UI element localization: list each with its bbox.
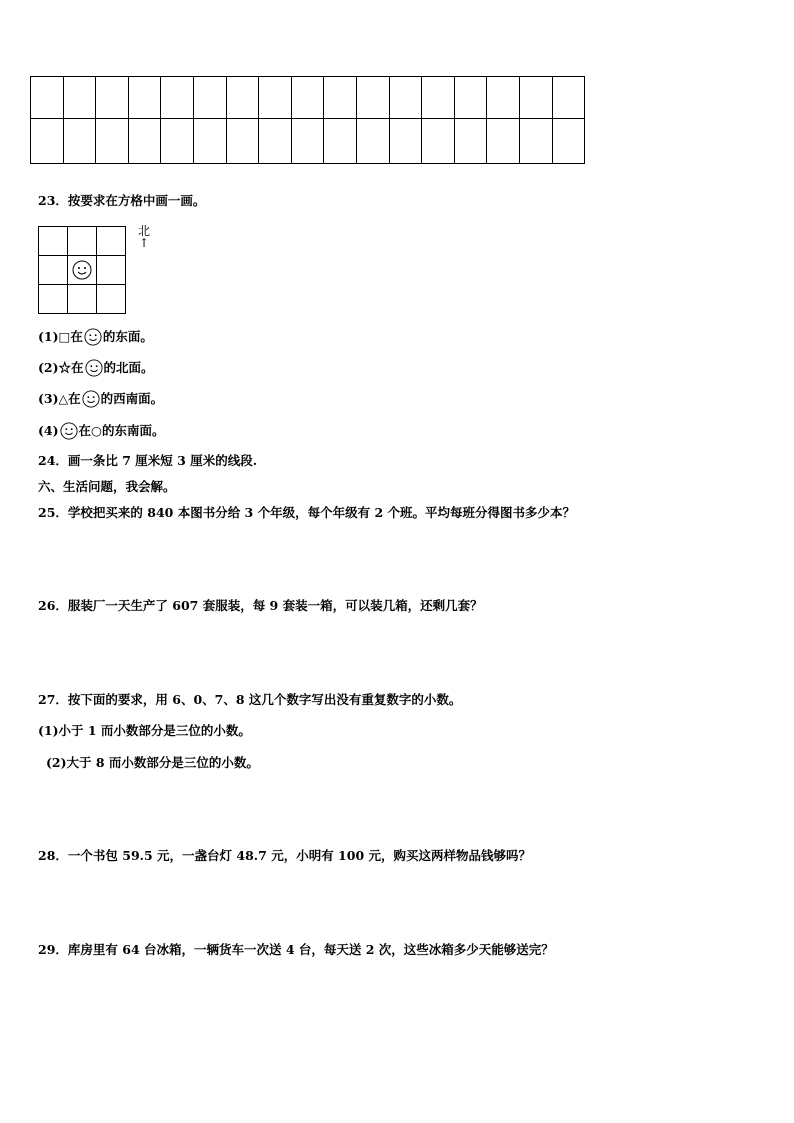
grid-cell: [487, 119, 520, 164]
q27-title: 27．按下面的要求，用 6、0、7、8 这几个数字写出没有重复数字的小数。: [38, 692, 462, 707]
grid-cell: [454, 119, 487, 164]
q25-text: 25．学校把买来的 840 本图书分给 3 个年级，每个年级有 2 个班。平均每班分得图书多少本？: [38, 505, 575, 520]
grid-cell: [356, 119, 389, 164]
q28-text: 28．一个书包 59.5 元，一盏台灯 48.7 元，小明有 100 元，购买这两样物品钱够吗？: [38, 848, 531, 863]
q23-item-1-suffix: 的东面。: [102, 329, 153, 344]
grid-cell: [161, 119, 194, 164]
grid-cell: [96, 77, 129, 119]
q23-item-1-prefix: (1)□在: [38, 329, 83, 344]
q24-text: 24．画一条比 7 厘米短 3 厘米的线段.: [38, 453, 258, 468]
grid-cell: [226, 77, 259, 119]
q23-item-1: [38, 328, 153, 346]
grid-cell: [519, 77, 552, 119]
north-indicator: [137, 222, 151, 249]
grid-cell: [389, 119, 422, 164]
q27-sub2: (2)大于 8 而小数部分是三位的小数。: [46, 755, 259, 770]
q23-item-2: [38, 359, 154, 377]
writing-grid-row: [31, 119, 585, 164]
writing-grid: [30, 76, 585, 164]
q23-item-4: [38, 422, 164, 440]
grid-cell: [193, 119, 226, 164]
grid-cell: [422, 77, 455, 119]
smiley-icon: [85, 359, 103, 377]
q23-cell: [97, 285, 126, 314]
writing-grid-row: [31, 77, 585, 119]
q23-cell: [68, 227, 97, 256]
grid-cell: [552, 119, 585, 164]
section6-heading: 六、生活问题，我会解。: [38, 479, 176, 494]
grid-cell: [96, 119, 129, 164]
q23-title: 23．按要求在方格中画一画。: [38, 193, 206, 208]
q23-cell: [39, 285, 68, 314]
q23-item-4-prefix: (4): [38, 423, 59, 438]
smiley-icon: [60, 422, 78, 440]
grid-cell: [454, 77, 487, 119]
grid-cell: [389, 77, 422, 119]
grid-cell: [259, 77, 292, 119]
q23-cell: [97, 227, 126, 256]
grid-cell: [552, 77, 585, 119]
grid-cell: [291, 119, 324, 164]
q26-text: 26．服装厂一天生产了 607 套服装，每 9 套装一箱，可以装几箱，还剩几套？: [38, 598, 483, 613]
q23-item-2-prefix: (2)☆在: [38, 360, 84, 375]
grid-cell: [324, 119, 357, 164]
q29-text: 29．库房里有 64 台冰箱，一辆货车一次送 4 台，每天送 2 次，这些冰箱多少天能够送完？: [38, 942, 554, 957]
q23-item-3-prefix: (3)△在: [38, 391, 81, 406]
q27-sub1: (1)小于 1 而小数部分是三位的小数。: [38, 723, 251, 738]
north-arrow-icon: ↑: [138, 236, 150, 250]
q23-cell: [68, 285, 97, 314]
grid-cell: [31, 119, 64, 164]
q23-grid: [38, 226, 126, 314]
q23-cell-center: [68, 256, 97, 285]
north-label: 北: [137, 224, 150, 238]
grid-cell: [226, 119, 259, 164]
grid-cell: [31, 77, 64, 119]
smiley-icon: [72, 260, 92, 280]
grid-cell: [519, 119, 552, 164]
grid-cell: [324, 77, 357, 119]
q23-cell: [97, 256, 126, 285]
grid-cell: [259, 119, 292, 164]
grid-cell: [193, 77, 226, 119]
q23-item-4-suffix: 在○的东南面。: [78, 423, 165, 438]
grid-cell: [63, 77, 96, 119]
grid-cell: [291, 77, 324, 119]
smiley-icon: [82, 390, 100, 408]
grid-cell: [422, 119, 455, 164]
q23-item-3-suffix: 的西南面。: [100, 391, 164, 406]
grid-cell: [128, 77, 161, 119]
q23-item-2-suffix: 的北面。: [103, 360, 154, 375]
grid-cell: [487, 77, 520, 119]
smiley-icon: [84, 328, 102, 346]
grid-cell: [356, 77, 389, 119]
grid-cell: [161, 77, 194, 119]
grid-cell: [128, 119, 161, 164]
q23-item-3: [38, 390, 163, 408]
q23-cell: [39, 227, 68, 256]
q23-cell: [39, 256, 68, 285]
grid-cell: [63, 119, 96, 164]
